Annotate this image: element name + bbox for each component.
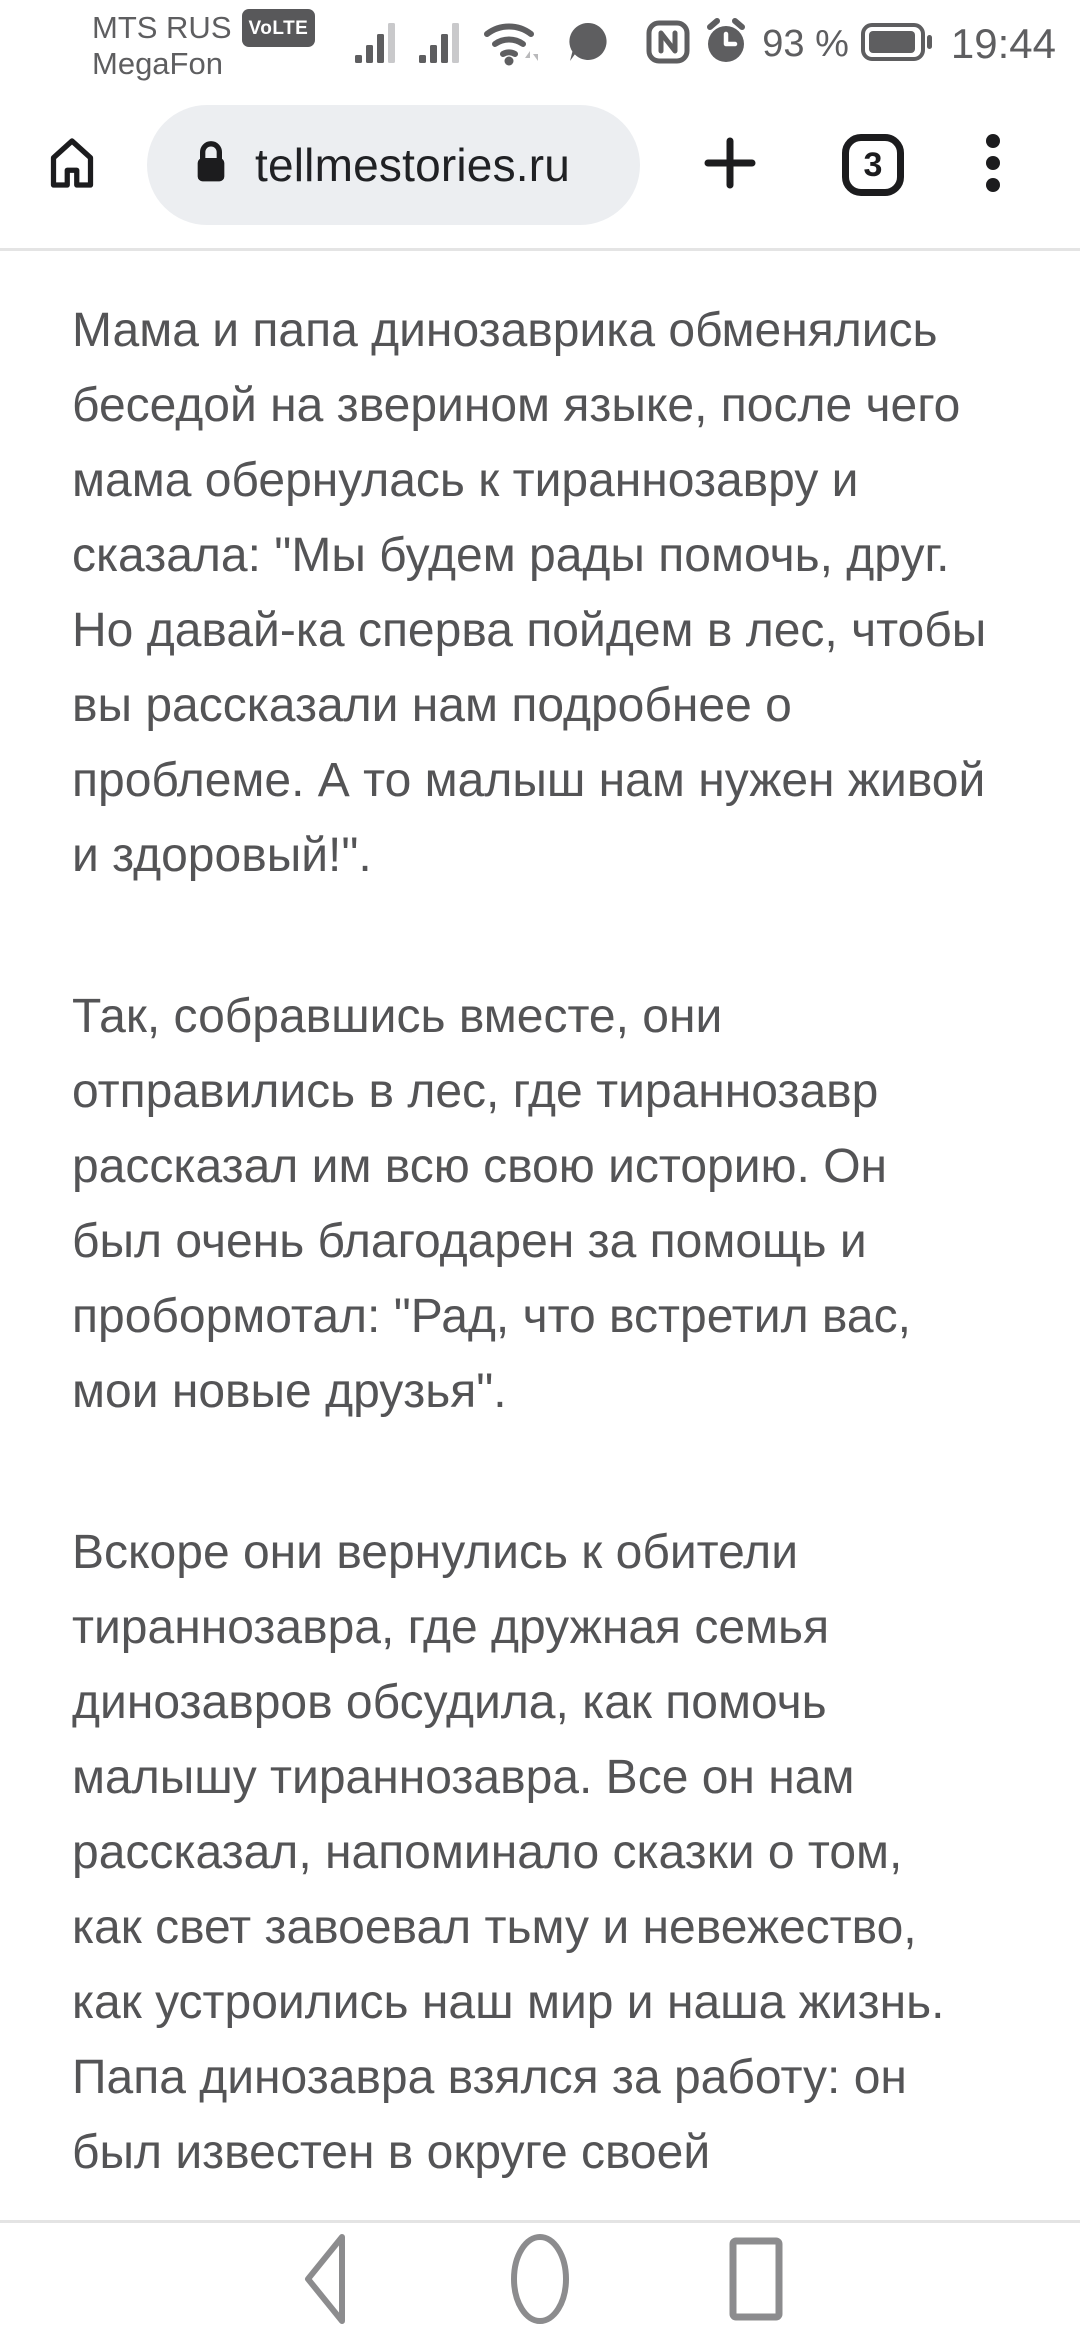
text-line: был известен в округе своей [72,2126,711,2179]
text-line: был очень благодарен за помощь и [72,1215,867,1268]
text-line: мои новые друзья". [72,1365,507,1418]
carrier-primary-label: MTS RUS [92,10,232,45]
text-line: беседой на зверином языке, после чего [72,379,961,432]
paragraph [72,979,1010,1429]
text-line: малышу тираннозавра. Все он нам [72,1751,855,1804]
back-triangle-icon [296,2227,352,2336]
text-line: Мама и папа динозаврика обменялись [72,304,938,357]
text-line: Вскоре они вернулись к обители [72,1526,798,1579]
nav-back-button[interactable] [292,2227,356,2336]
text-line: рассказал, напоминало сказки о том, [72,1826,903,1879]
text-line: Папа динозавра взялся за работу: он [72,2051,907,2104]
signal-strength-icon-sim2 [419,19,463,70]
nav-recents-button[interactable] [724,2235,788,2328]
text-line: рассказал им всю свою историю. Он [72,1140,888,1193]
lock-icon [191,138,231,193]
nfc-icon [646,20,690,69]
nav-home-button[interactable] [508,2231,572,2332]
url-text: tellmestories.ru [255,139,571,191]
text-line: Так, собравшись вместе, они [72,990,723,1043]
text-line: как устроились наш мир и наша жизнь. [72,1976,945,2029]
alarm-clock-icon [702,18,750,71]
status-bar [0,0,1080,82]
tab-count-label: 3 [863,145,883,184]
text-line: пробормотал: "Рад, что встретил вас, [72,1290,911,1343]
home-button[interactable] [42,135,102,195]
paragraph [72,293,1010,893]
clock-label: 19:44 [950,20,1056,67]
text-line: сказала: "Мы будем рады помочь, друг. [72,529,950,582]
tab-switcher-button[interactable] [842,134,904,196]
paragraph [72,1515,1010,2190]
text-line: тираннозавра, где дружная семья [72,1601,830,1654]
address-bar[interactable] [147,105,640,225]
browser-toolbar [0,82,1080,248]
carrier-info [92,9,315,80]
recents-square-icon [726,2235,786,2328]
text-line: Но давай-ка сперва пойдем в лес, чтобы [72,604,987,657]
wifi-icon [483,18,545,71]
text-line: и здоровый!". [72,829,372,882]
home-circle-icon [509,2231,571,2332]
plus-icon [700,133,760,198]
new-tab-button[interactable] [700,135,760,195]
browser-menu-button[interactable] [982,134,1004,196]
text-line: отправились в лес, где тираннозавр [72,1065,879,1118]
battery-percent-label: 93 % [762,22,849,65]
android-nav-bar [0,2220,1080,2340]
chat-notification-icon [565,19,611,70]
text-line: вы рассказали нам подробнее о [72,679,792,732]
story-content[interactable] [0,251,1080,2190]
signal-strength-icon-sim1 [355,19,399,70]
home-icon [42,133,102,198]
text-line: как свет завоевал тьму и невежество, [72,1901,917,1954]
text-line: мама обернулась к тираннозавру и [72,454,859,507]
text-line: проблеме. А то малыш нам нужен живой [72,754,986,807]
three-dot-menu-icon [984,132,1002,199]
battery-icon [861,22,933,67]
volte-badge: VoLTE [242,9,316,47]
carrier-secondary-label: MegaFon [92,45,223,81]
text-line: динозавров обсудила, как помочь [72,1676,827,1729]
